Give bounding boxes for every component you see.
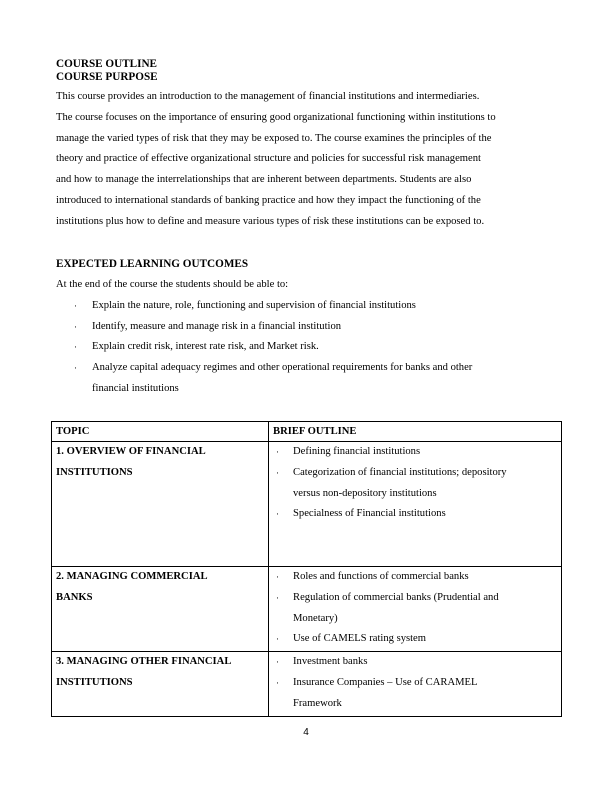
outline-text: Investment banks [293, 656, 368, 667]
outline-text: Insurance Companies – Use of CARAMEL [293, 676, 478, 688]
course-purpose-paragraph [56, 87, 561, 233]
paragraph-line: The course focuses on the importance of ensuring good organizational functioning within institutions to [56, 111, 496, 123]
outline-item [273, 442, 557, 463]
topic-cell [52, 567, 269, 652]
table-header-row [52, 422, 562, 442]
outline-text: Monetary) [293, 612, 338, 624]
outcomes-intro: At the end of the course the students should be able to: [56, 279, 289, 290]
course-outline-heading: COURSE OUTLINE [56, 58, 158, 70]
bullet-icon: · [276, 634, 279, 645]
outline-item [273, 463, 557, 505]
outline-cell [269, 652, 562, 717]
expected-outcomes-heading: EXPECTED LEARNING OUTCOMES [56, 258, 249, 270]
outline-item [273, 629, 557, 650]
bullet-icon: · [74, 342, 77, 353]
bullet-icon: · [276, 592, 279, 603]
bullet-icon: · [276, 677, 279, 688]
paragraph-line: and how to manage the interrelationships that are inherent between departments. Students are also [56, 174, 472, 186]
list-item [56, 296, 556, 317]
outline-text: Defining financial institutions [293, 446, 421, 457]
paragraph-line: institutions plus how to define and measure various types of risk these institutions can be exposed to. [56, 215, 485, 227]
outcomes-list [56, 275, 556, 400]
bullet-icon: · [276, 572, 279, 582]
outline-text: Framework [293, 697, 342, 709]
list-item-text: Identify, measure and manage risk in a financial institution [92, 320, 342, 332]
bullet-icon: · [74, 300, 77, 311]
header-topic: TOPIC [52, 422, 269, 442]
outline-item [273, 673, 557, 715]
paragraph-line: This course provides an introduction to the management of financial institutions and intermediaries. [56, 91, 480, 102]
outline-text: Regulation of commercial banks (Prudential and [293, 591, 499, 603]
topic-text: 2. MANAGING COMMERCIAL [56, 571, 208, 582]
bullet-icon: · [276, 509, 279, 520]
bullet-icon: · [276, 657, 279, 667]
outline-item [273, 504, 557, 525]
list-item [56, 317, 556, 338]
topic-text: 3. MANAGING OTHER FINANCIAL [56, 656, 232, 667]
outline-text: Specialness of Financial institutions [293, 508, 446, 520]
outline-text: Roles and functions of commercial banks [293, 571, 469, 582]
topic-text: BANKS [56, 591, 93, 603]
outline-cell [269, 442, 562, 567]
paragraph-line: manage the varied types of risk that they may be exposed to. The course examines the principles of the [56, 132, 492, 144]
topic-cell [52, 442, 269, 567]
course-purpose-heading: COURSE PURPOSE [56, 71, 158, 83]
table-row [52, 652, 562, 717]
outline-cell [269, 567, 562, 652]
list-item-text: Explain the nature, role, functioning and supervision of financial institutions [92, 299, 416, 311]
bullet-icon: · [276, 447, 279, 457]
table-row [52, 442, 562, 567]
list-item [56, 358, 556, 400]
outline-text: Categorization of financial institutions; depository [293, 466, 507, 478]
list-item-text: financial institutions [92, 382, 179, 394]
list-item-text: Explain credit risk, interest rate risk, and Market risk. [92, 341, 319, 353]
outline-item [273, 567, 557, 588]
page-number: 4 [303, 727, 309, 738]
bullet-icon: · [276, 467, 279, 478]
bullet-icon: · [74, 321, 77, 332]
topic-text: INSTITUTIONS [56, 466, 133, 478]
outline-text: Use of CAMELS rating system [293, 633, 427, 645]
course-outline-table [51, 421, 562, 717]
table-row [52, 567, 562, 652]
list-item [56, 337, 556, 358]
topic-cell [52, 652, 269, 717]
topic-text: 1. OVERVIEW OF FINANCIAL [56, 446, 206, 457]
outline-item [273, 652, 557, 673]
outline-item [273, 588, 557, 630]
list-item-text: Analyze capital adequacy regimes and other operational requirements for banks and other [92, 362, 473, 374]
bullet-icon: · [74, 363, 77, 374]
outline-text: versus non-depository institutions [293, 487, 437, 499]
paragraph-line: theory and practice of effective organizational structure and policies for successful risk management [56, 153, 481, 165]
paragraph-line: introduced to international standards of banking practice and how they impact the functioning of the [56, 194, 481, 206]
header-brief-outline: BRIEF OUTLINE [269, 422, 562, 442]
topic-text: INSTITUTIONS [56, 676, 133, 688]
